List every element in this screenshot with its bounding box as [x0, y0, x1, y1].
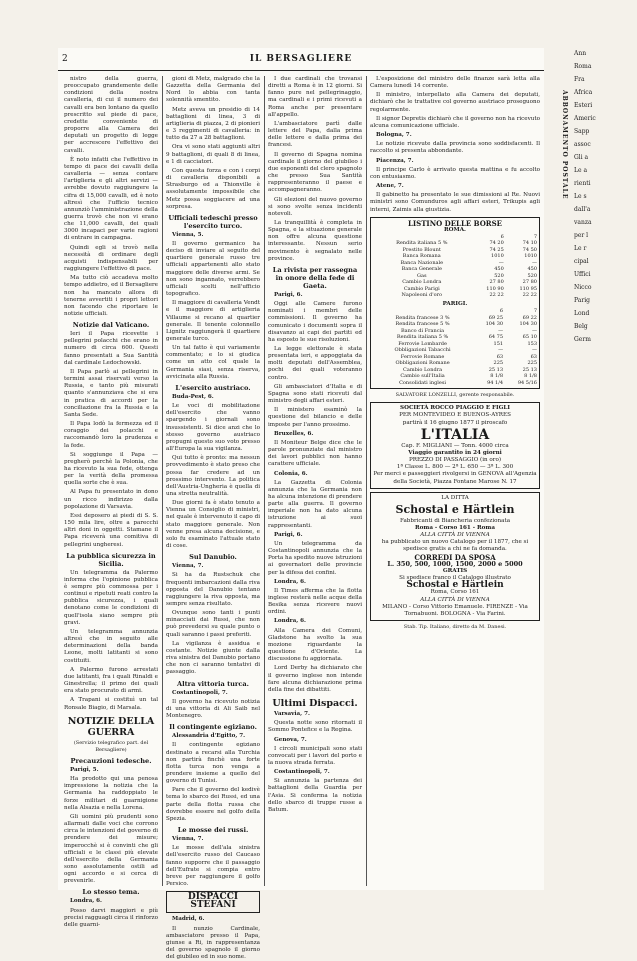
dateline: Alessandria d'Egitto, 7.: [172, 733, 246, 740]
dispacci-stefani-title: DISPACCI STEFANI: [187, 892, 239, 911]
column-divider: [264, 76, 265, 886]
article-paragraph: Il Moniteur Belge dice che le parole pronunziate dal ministro dei lavori pubblici non hanno carattere ufficiale.: [268, 439, 362, 468]
quote-value: 27 80: [522, 279, 537, 286]
quote-value: 225: [527, 360, 537, 367]
article-paragraph: Il Papa parlò ai pellegrini in termini assai riservati verso la Russia, e tanto più misurati quanto s'annunziava che si era in pratica di accordi per la conciliazione fra la Russia e la Santa Sede.: [64, 368, 158, 418]
strip-line: vanza: [574, 219, 592, 226]
article-paragraph: Si annunzia la partenza dei battaglioni della Guardia per l'Asia. Si conferma la notizia dello sbarco di truppe russe a Batum.: [268, 778, 362, 813]
dateline: Costantinopoli, 7.: [274, 769, 330, 776]
section-heading-rivista: La rivista per rassegna in onore della fede di Gaeta.: [272, 265, 358, 290]
quotes-row: [373, 292, 537, 299]
article-paragraph: Oggi alle Camere furono nominati i membri delle commissioni. Il governo ha comunicato i documenti sopra il disavanzo ai capi dei partiti ed ha esposto le sue risoluzioni.: [268, 301, 362, 343]
quote-value: 151: [493, 340, 504, 347]
linen-advert: [370, 492, 540, 621]
next-page-strip: [552, 50, 632, 830]
article-paragraph: Il governo germanico ha deciso di inviare al seguito del quartiere generale russo tre ufficiali appartenenti allo stato maggiore delle diverse armi. Se non sono ingannato, verrebbero ufficiali scelti nell'ufficio topografico.: [166, 240, 260, 298]
page-header: [58, 54, 544, 70]
quote-value: 110 90: [486, 285, 504, 292]
quote-value: 225: [493, 360, 504, 367]
strip-line: Ann: [574, 50, 587, 57]
strip-line: Le a: [574, 167, 588, 174]
strip-line: Nicco: [574, 284, 592, 291]
section-heading-egiziano: Il contingente egiziano.: [169, 723, 257, 732]
quote-value: —: [532, 259, 537, 266]
strip-line: Le r: [574, 245, 587, 252]
column-divider: [162, 76, 163, 886]
article-paragraph: Ieri il Papa ricevette i pellegrini polacchi che erano in numero di circa 600. Questi fanno presentati a Sua Santità dal cardinale Ledochowski.: [64, 331, 158, 366]
column-3: [268, 76, 362, 886]
article-paragraph: Due giorni fa è stato tenuto a Vienna un Consiglio di ministri, nel quale è intervenuto il capo di stato maggiore generale. Non venne presa alcuna decisione, e solo fu esaminato l'attuale stato di cose.: [166, 500, 260, 550]
quote-label: Rendita francese 5 %: [395, 321, 450, 328]
article-paragraph: Lord Derby ha dichiarato che il governo inglese non intende fare alcuna dichiarazione prima della fine dei dibattiti.: [268, 665, 362, 693]
section-heading-sicilia: La pubblica sicurezza in Sicilia.: [66, 551, 156, 568]
quote-label: Banca Nazionale: [400, 259, 444, 266]
section-heading-precauzioni: Precauzioni tedesche.: [70, 756, 152, 765]
dateline: Bologna, 7.: [376, 132, 412, 139]
quote-label: Banca Generale: [401, 266, 442, 273]
dateline: Parigi, 6.: [274, 291, 303, 298]
dateline: Genova, 7.: [274, 736, 307, 743]
dateline: Costantinopoli, 7.: [172, 689, 228, 696]
quote-value: 8 1/8: [490, 373, 504, 380]
newspaper-page: [58, 48, 544, 961]
article-paragraph: Il Times afferma che la flotta inglese resterà nelle acque della Besika senza ricevere nuovi ordini.: [268, 587, 362, 616]
quote-label: Cambio Parigi: [403, 285, 440, 292]
article-paragraph: È noto infatti che l'effettivo in tempo di pace dei cavalli della cavalleria — senza contare l'artiglieria e gli altri servizi — avrebbe dovuto raggiungere la cifra di 15,000 cavalli, ed è noto altresì che l'ufficio tecnico annunziò l'amministrazione della guerra trovò che non vi erano che 11,000 cavalli, dei quali 3000 incapaci per varie ragioni di entrare in campagna.: [64, 156, 158, 242]
quote-label: Banca Romana: [402, 253, 441, 260]
article-paragraph: gioni di Metz, malgrado che la Gazzetta della Germania del Nord lo abbia con tanta solennità smentito.: [166, 76, 260, 104]
quote-value: 6: [500, 233, 504, 240]
quote-value: 450: [494, 266, 504, 273]
dateline: Londra, 6.: [274, 578, 306, 585]
dateline: Atene, 7.: [376, 183, 404, 190]
quote-label: Obbligazioni Tabacchi: [394, 347, 451, 354]
article-paragraph: La vigilanza è assidua e costante. Notizie giunte dalla riva sinistra del Danubio portano che non ci saranno tentativi di passaggio.: [166, 640, 260, 676]
article-paragraph: I due cardinali che trovansi diretti a Roma è in 12 giorni. Si fanno pure nel pellegrinaggio, ma cardinali e i primi ricevuti a Roma anche per presentare all'appello.: [268, 76, 362, 118]
quote-label: Consolidati inglesi: [399, 379, 447, 386]
article-paragraph: Si ha da Rustschuk che frequenti imbarcazioni dalla riva opposta del Danubio tentano raggiungere la riva opposta, ma sempre senza risultato.: [166, 572, 260, 607]
article-paragraph: Le mosse dell'ala sinistra dell'esercito russo del Caucaso fanno supporre che il passaggio dell'Eufrate si compia entro breve per raggiungere il golfo Persico.: [166, 845, 260, 887]
article-paragraph: Le voci di mobilitazione dell'esercito che vanno spargendo i giornali sono insussistenti. Si dice anzi che lo stesso governo austriaco propugni questo suo voto presso all'Europa la sua vigilanza.: [166, 403, 260, 453]
parigi-quotes-table: [373, 308, 537, 386]
quote-value: 69 22: [522, 314, 537, 321]
article-paragraph: nistro della guerra, preoccupato grandemente delle condizioni della nostra cavalleria, di cui il numero dei cavalli era ben lontano da quello prescritto sul piede di pace, credette conveniente di proporre alla Camera dei deputati un progetto di legge per accrescere l'effettivo dei cavalli.: [64, 76, 158, 154]
dateline: Buda-Pest, 6.: [172, 393, 214, 400]
column-divider: [366, 76, 367, 886]
dateline: Colonia, 6.: [274, 470, 308, 477]
header-rule: [58, 70, 544, 71]
quote-value: 104 30: [519, 321, 537, 328]
strip-line: Gli a: [574, 154, 589, 161]
article-paragraph: Il nunzio Cardinale, ambasciatore presso il Papa, giunse a Ri, in rappresentanza del governo spagnolo il giorno del giubileo ed in suo nome.: [166, 925, 260, 961]
strip-line: Africa: [574, 89, 593, 96]
quote-value: 110 95: [519, 285, 537, 292]
gerente-line: SALVATORE LONZELLI, gerente responsabile.: [395, 392, 515, 399]
quote-label: Rendita italiana 5 %: [396, 240, 448, 247]
quote-value: 25 13: [488, 366, 504, 373]
section-heading-ufficiali: Ufficiali tedeschi presso l'esercito turco.: [168, 213, 258, 230]
quote-value: 74 50: [522, 246, 537, 253]
quote-label: Banco di Francia: [401, 327, 445, 334]
section-heading-vaticano: Notizie dal Vaticano.: [72, 321, 150, 330]
ad2-desc: Fabbricanti di Biancheria confezionata: [399, 517, 511, 524]
quote-value: 64 75: [488, 334, 504, 341]
dispacci-stefani-box: [166, 891, 260, 913]
article-paragraph: A Palermo furono arrestati due latitanti, fra i quali Rinaldi e Ginestrella; il primo dei quali era stato procurato di armi.: [64, 666, 158, 695]
ad-date: partirà il 16 giugno 1877 il piroscafo: [402, 419, 508, 426]
quote-value: 94 1/4: [487, 379, 504, 386]
ad2-gratis: GRATIS: [442, 567, 468, 574]
article-paragraph: Il maggiore di cavalleria Vendt e il maggiore di artiglieria Villaume si recano al quartier generale. Il tenente colonnello Lignitz raggiungerà il quartiere generale turco.: [166, 300, 260, 342]
strip-line: Uffici: [574, 271, 591, 278]
ad2-city: ALLA CITTÀ DI VIENNA: [420, 532, 490, 539]
vertical-title: ABBONAMENTO POSTALE: [561, 90, 568, 200]
strip-line: Roma: [574, 63, 592, 70]
article-paragraph: I circoli municipali sono stati convocati per i lavori del porto e la nuova strada ferrata.: [268, 745, 362, 766]
masthead-title: IL BERSAGLIERE: [249, 54, 353, 64]
strip-lines: [574, 50, 632, 349]
ad-classes: 1ª Classe L. 800 — 2ª L. 650 — 3ª L. 300: [396, 464, 514, 471]
page-number: 2: [62, 54, 69, 64]
dateline: Londra, 6.: [274, 618, 306, 625]
ad-route: PER MONTEVIDEO E BUENOS-AYRES: [399, 412, 511, 419]
article-paragraph: L'ambasciatore partì dalle lettere del Papa, dalla prima delle lettere e dalla prima dei francesi.: [268, 120, 362, 149]
article-paragraph: Si soggiunge il Papa — pregherò perchè la Polonia, che ha ricevuto la sua fede, ottenga per la verità della promessa quella sorte che è sua.: [64, 451, 158, 487]
quote-value: 22 22: [522, 292, 537, 299]
article-paragraph: Un telegramma annunzia altresì che in seguito alle determinazioni della banda Leone, molti latitanti si sono costituiti.: [64, 628, 158, 664]
article-paragraph: Gli uomini più prudenti sono allarmati dalle voci che corrono circa le intenzioni del governo di prendere dei misure; imperocchè si è convinti che gli ufficiali e le classi più elevate dell'esercito della Germania sono assolutamente ostili ad ogni accordo e si cerca di prevenirle.: [64, 813, 158, 885]
article-paragraph: Il ministero esaminò la questione del bilancio e delle imposte per l'anno prossimo.: [268, 407, 362, 428]
strip-line: dall'a: [574, 206, 591, 213]
quote-value: 27 80: [489, 279, 504, 286]
ad-prices-title: PREZZO DI PASSAGGIO (in oro): [408, 457, 502, 464]
strip-line: Fra: [574, 76, 585, 83]
ad2-catalog: Si spedisce franco il Catalogo illustrato: [399, 575, 511, 582]
ultimi-dispacci-title: Ultimi Dispacci.: [272, 698, 358, 710]
listing-title: LISTINO DELLE BORSE: [407, 218, 503, 228]
dateline: Parigi, 5.: [70, 766, 99, 773]
strip-line: Belg: [574, 323, 588, 330]
ad2-name-2: Schostal e Härtlein: [406, 580, 504, 591]
article-paragraph: Il Papa lodò la fermezza ed il coraggio dei polacchi e raccomandò loro la prudenza e la fede.: [64, 421, 158, 449]
quote-value: —: [532, 347, 537, 354]
ad-captain: Cap. F. MIGLIANI — Tonn. 4000 circa: [401, 442, 509, 449]
quotes-row: [373, 380, 537, 387]
printer-footer: Stab. Tip. Italiano, diretto da M. Danesi.: [403, 624, 507, 631]
ad2-name: Schostal e Härtlein: [395, 502, 515, 516]
quote-value: 25 13: [522, 366, 537, 373]
dateline: Varsavia, 7.: [274, 711, 310, 718]
quote-value: 74 20: [489, 240, 504, 247]
ad2-address: Roma - Corso 161 - Roma: [415, 525, 495, 531]
article-paragraph: Gli ambasciatori d'Italia e di Spagna sono stati ricevuti dal ministro degli affari esteri.: [268, 383, 362, 405]
strip-line: assoc: [574, 141, 591, 148]
quote-label: Cambio Londra: [402, 279, 442, 286]
strip-line: cipal: [574, 258, 589, 265]
quote-value: 153: [527, 340, 537, 347]
ad-ship-name: L'ITALIA: [420, 426, 490, 443]
article-paragraph: L'esposizione del ministro delle finanze sarà letta alla Camera lunedì 14 corrente.: [370, 76, 540, 90]
quote-label: Rendita francese 3 %: [395, 314, 450, 321]
war-news-subtitle: (Servizio telegrafico part. del Bersagliere): [73, 739, 149, 753]
article-paragraph: Ovunque sono tanti i punti minacciati dai Russi, che non può prevedersi su quale punto o quali saranno i passi preferiti.: [166, 610, 260, 638]
article-paragraph: Con questa forza e con i corpi di cavalleria disponibili a Strasburgo ed a Thionville è assolutamente impossibile che Metz possa soggiacere ad una sorpresa.: [166, 167, 260, 210]
article-paragraph: Il ministro, interpellato alla Camera dei deputati, dichiarò che le trattative col governo austriaco proseguono regolarmente.: [370, 92, 540, 113]
shipping-advert: [370, 402, 540, 488]
quote-value: 8 1/8: [524, 373, 537, 380]
quote-value: 104 30: [485, 321, 504, 328]
strip-line: Le s: [574, 193, 587, 200]
quote-label: Napoleoni d'oro: [401, 292, 443, 299]
article-paragraph: Un tal fatto è qui variamente commentato; e lo si giudica come un atto col quale la Germania siasi, senza riserva, avvicinata alla Russia.: [166, 345, 260, 380]
article-paragraph: Gli elezioni del nuovo governo si sono svolte senza incidenti notevoli.: [268, 196, 362, 217]
quote-value: 94 5/16: [517, 379, 537, 386]
dateline: Londra, 6.: [70, 898, 102, 905]
quote-label: Gas: [417, 272, 427, 279]
quote-value: —: [498, 259, 504, 266]
roma-title: ROMA.: [443, 226, 466, 233]
article-paragraph: La legge elettorale è stata presentata ieri, e appoggiata da molti deputati dell'Assemblea, pochi dei quali voteranno contro.: [268, 346, 362, 381]
column-4: [370, 76, 540, 886]
quote-value: —: [532, 327, 537, 334]
quote-label: Obbligazioni Romane: [395, 360, 450, 367]
article-paragraph: Le notizie ricevute dalla provincia sono soddisfacenti. Il raccolto si presenta abbondante.: [370, 141, 540, 155]
dateline: Vienna, 5.: [172, 231, 204, 238]
dateline: Vienna, 7.: [172, 563, 204, 570]
strip-line: Parig: [574, 297, 590, 304]
article-paragraph: Il governo di Spagna nomina cardinale il giorno del giubileo i due esponenti del clero spagnolo che presso Sua Santità rappresenteranno il paese e accompagneranno.: [268, 151, 362, 194]
parigi-title: PARIGI.: [442, 300, 468, 307]
article-paragraph: Metz aveva un presidio di 14 battaglioni di linea, 3 di artiglieria di piazza, 2 di pionieri e 3 reggimenti di cavalleria: in tutto da 27 a 28 battaglioni.: [166, 106, 260, 142]
section-heading-stesso-tema: Lo stesso tema.: [82, 888, 140, 897]
strip-line: Lond: [574, 310, 590, 317]
quote-value: 74 10: [522, 240, 537, 247]
article-paragraph: Il governo ha ricevuto notizia di una vittoria di Ali Saib nel Montenegro.: [166, 698, 260, 720]
ad2-text: ha pubblicato un nuovo Catalogo per il 1877, che si spedisce gratis a chi ne fa domanda.: [381, 539, 529, 553]
article-paragraph: Un telegramma da Costantinopoli annunzia che la Porta ha spedito nuove istruzioni ai governatori delle provincie per la difesa dei confini.: [268, 540, 362, 576]
article-paragraph: Essi deposero ai piedi di S. S. 150 mila lire, oltre a parecchi altri doni in oggetti. Stamane il Papa riceverà una comitiva di pellegrini ungheresi.: [64, 512, 158, 548]
ad2-address-2: Roma, Corso 161: [430, 589, 480, 596]
article-paragraph: Questa notte sono ritornati il Sommo Pontefice e la Regina.: [268, 720, 362, 734]
quote-value: 1010: [491, 253, 504, 260]
quote-value: 7: [533, 308, 537, 315]
column-1: [64, 76, 158, 928]
article-paragraph: Il signor Depretis dichiarò che il governo non ha ricevuto alcuna comunicazione ufficiale.: [370, 115, 540, 129]
section-heading-austriaco: L'esercito austriaco.: [175, 383, 251, 392]
ad2-city-2: ALLA CITTÀ DI VIENNA: [420, 596, 490, 603]
article-paragraph: Ora vi sono stati aggiunti altri 9 battaglioni, di quali 8 di linea, e 1 di cacciatori.: [166, 144, 260, 165]
dateline: Bruxelles, 6.: [274, 430, 314, 437]
article-paragraph: Pare che il governo del kedivè tema lo sbarco dei Russi, ed una parte della flotta russa che dovrebbe essere nel golfo della Spezia.: [166, 787, 260, 822]
quote-label: Rendita italiana 5 %: [396, 334, 449, 341]
section-heading-danubio: Sul Danubio.: [189, 553, 237, 562]
quote-value: —: [498, 347, 504, 354]
quote-value: 7: [533, 233, 537, 240]
article-paragraph: Alla Camera dei Comuni, Gladstone ha svolto la sua mozione riguardante la questione d'Oriente. La discussione fu aggiornata.: [268, 627, 362, 663]
quote-label: Ferrovie Lombarde: [398, 340, 447, 347]
quote-label: Ferrovie Romane: [400, 353, 445, 360]
quote-value: 63: [496, 353, 504, 360]
quote-value: 65 10: [522, 334, 537, 341]
quote-value: 63: [530, 353, 537, 360]
article-paragraph: Quindi egli si trovò nella necessità di ordinare degli acquisti indispensabili per raggiungere l'effettivo di pace.: [64, 244, 158, 273]
article-paragraph: Ma tutto ciò accadeva molto tempo addietro, ed il Bersagliere non ha mancato allora di tenerne avvertiti i propri lettori non facendo che riportare le notizie ufficiali.: [64, 275, 158, 317]
ad-company: SOCIETÀ ROCCO PIAGGIO E FIGLI: [400, 405, 510, 412]
dateline: Parigi, 6.: [274, 531, 303, 538]
ad-info: Per merci e passeggieri rivolgersi in GENOVA all'Agenzia della Società, Piazza Fontane Marose N. 17: [373, 471, 537, 485]
article-paragraph: A Trapani si costituì un tal Ronsale Biagio, di Marsala.: [64, 697, 158, 711]
article-paragraph: La Gazzetta di Colonia annunzia che la Germania non ha alcuna intenzione di prendere parte alla guerra. Il governo imperiale non ha dato alcuna istruzione ai suoi rappresentanti.: [268, 479, 362, 529]
section-heading-mosse: Le mosse dei russi.: [177, 826, 249, 835]
ad2-prices: L. 350, 500, 1000, 1500, 2000 e 5000: [387, 559, 523, 568]
ad2-branches: MILANO - Corso Vittorio Emanuele. FIRENZE - Via Tornabuoni. BOLOGNA - Via Farini.: [382, 603, 528, 617]
roma-quotes-table: [373, 234, 537, 299]
strip-line: rienti: [574, 180, 591, 187]
quote-value: 450: [527, 266, 537, 273]
war-news-title: NOTIZIE DELLA GUERRA: [67, 715, 155, 738]
quote-value: 74 25: [489, 246, 504, 253]
article-paragraph: Ha prodotto qui una penosa impressione la notizia che la Germania ha raddoppiato le forze militari di guarnigione nella Alsazia e nella Lorena.: [64, 776, 158, 811]
quote-label: Cambio Londra: [403, 366, 443, 373]
article-paragraph: La tranquillità è completa in Spagna, e la situazione generale non offre alcuna questione interessante. Nessun serio movimento è segnalato nelle province.: [268, 219, 362, 262]
article-paragraph: Il contingente egiziano destinato a recarsi alla Turchia non partirà finchè una forte flotta turca non venga a prendere insieme a quello del governo di Tunisi.: [166, 742, 260, 785]
quote-value: 1010: [524, 253, 537, 260]
quote-value: 6: [499, 308, 504, 315]
section-heading-vittoria: Altra vittoria turca.: [177, 679, 249, 688]
article-paragraph: Un telegramma da Palermo informa che l'opinione pubblica è sempre più commossa per i continui e ripetuti reati contro la pubblica sicurezza, i quali denotano come le condizioni di quell'isola siano sempre più gravi.: [64, 569, 158, 626]
dateline: Madrid, 6.: [172, 916, 205, 923]
article-paragraph: Il gabinetto ha presentato le sue dimissioni al Re. Nuovi ministri sono Comunduros agli affari esteri, Trikupis agli interni, Zaimis alla giustizia.: [370, 192, 540, 213]
dateline: Piacenza, 7.: [376, 157, 414, 164]
column-2: [166, 76, 260, 961]
strip-line: Esteri: [574, 102, 593, 109]
article-paragraph: Il principe Carlo è arrivato questa mattina e fu accolto con entusiasmo.: [370, 166, 540, 180]
dateline: Vienna, 7.: [172, 836, 204, 843]
stock-listing-box: [370, 217, 540, 389]
article-paragraph: Posso darvi maggiori e più precisi ragguagli circa il rinforzo delle guarni-: [64, 907, 158, 928]
strip-line: Germ: [574, 336, 591, 343]
article-paragraph: Al Papa fu presentato in dono un ricco indirizzo dalla popolazione di Varsavia.: [64, 489, 158, 510]
quote-label: Prestito Blount: [402, 246, 441, 253]
quote-value: 22 22: [489, 292, 504, 299]
strip-line: per l: [574, 232, 589, 239]
article-paragraph: Qui tutto è pronto: ma nessun provvedimento è stato preso che possa far credere ad un prossimo intervento. La politica dell'Austria-Ungheria è quella di una stretta neutralità.: [166, 455, 260, 497]
strip-line: Americ: [574, 115, 596, 122]
quote-value: —: [498, 327, 504, 334]
quote-value: 69 25: [488, 314, 504, 321]
ad2-head: LA DITTA: [441, 494, 469, 501]
quote-value: 520: [494, 272, 504, 279]
strip-line: Sapp: [574, 128, 590, 135]
ad2-corredi: CORREDI DA SPOSA: [414, 552, 496, 562]
quote-value: 520: [527, 272, 537, 279]
ad-voyage: Viaggio garantito in 24 giorni: [408, 449, 502, 456]
quote-label: Cambio sull'Italia: [400, 373, 445, 380]
